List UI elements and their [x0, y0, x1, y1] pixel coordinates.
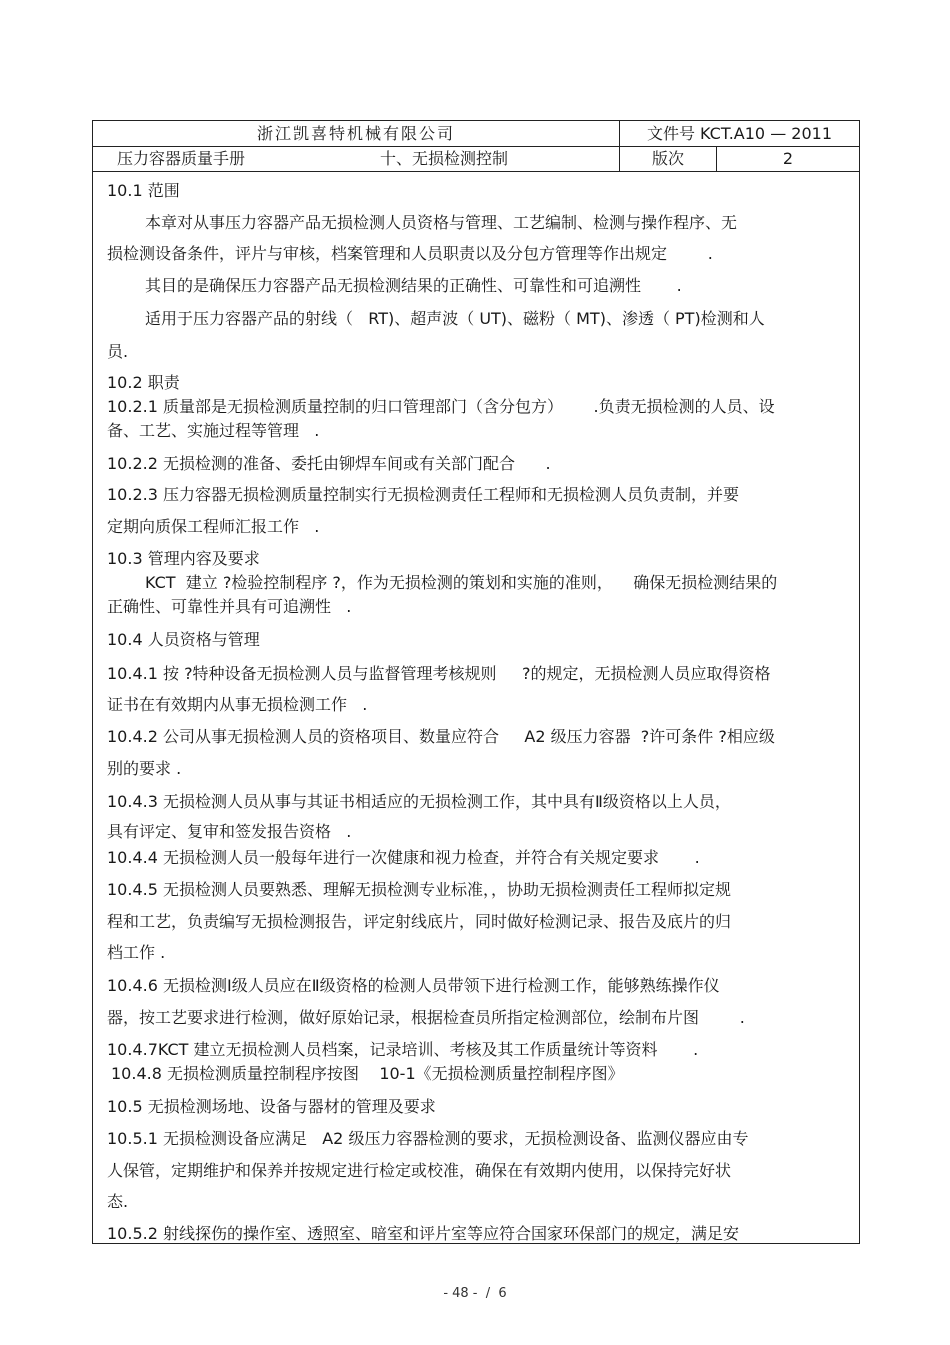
paragraph-line: 10.2.2 无损检测的准备、委托由铆焊车间或有关部门配合 .	[107, 454, 551, 473]
paragraph-line: 档工作 .	[107, 943, 166, 962]
chapter-title: 十、无损检测控制	[379, 149, 508, 168]
paragraph-line: 证书在有效期内从事无损检测工作 .	[107, 695, 368, 714]
paragraph-line: 备、工艺、实施过程等管理 .	[107, 421, 320, 440]
paragraph-line: 程和工艺，负责编写无损检测报告，评定射线底片，同时做好检测记录、报告及底片的归	[107, 912, 732, 931]
paragraph-line: KCT 建立 ?检验控制程序 ?，作为无损检测的策划和实施的准则， 确保无损检测结果的	[145, 573, 778, 592]
version-value: 2	[782, 149, 794, 168]
paragraph-line: 员.	[107, 342, 129, 361]
paragraph-line: 10.4.4 无损检测人员一般每年进行一次健康和视力检查，并符合有关规定要求 .	[107, 848, 700, 867]
document-number: 文件号 KCT.A10 — 2011	[646, 124, 833, 143]
header-row-2	[93, 146, 859, 172]
document-table	[92, 120, 860, 1244]
paragraph-line: 别的要求 .	[107, 759, 182, 778]
paragraph-line: 定期向质保工程师汇报工作 .	[107, 517, 320, 536]
paragraph-line: 10.5.1 无损检测设备应满足 A2 级压力容器检测的要求，无损检测设备、监测仪器应由专	[107, 1129, 749, 1148]
paragraph-line: 具有评定、复审和签发报告资格 .	[107, 822, 352, 841]
section-heading: 10.4 人员资格与管理	[107, 630, 260, 649]
paragraph-line: 10.4.1 按 ?特种设备无损检测人员与监督管理考核规则 ?的规定，无损检测人员应取得资格	[107, 664, 771, 683]
paragraph-line: 正确性、可靠性并具有可追溯性 .	[107, 597, 352, 616]
paragraph-line: 10.4.3 无损检测人员从事与其证书相适应的无损检测工作，其中具有Ⅱ级资格以上人员，	[107, 792, 731, 811]
paragraph-line: 态.	[107, 1192, 129, 1211]
paragraph-line: 10.4.7KCT 建立无损检测人员档案，记录培训、考核及其工作质量统计等资料 .	[107, 1040, 699, 1059]
section-heading: 10.1 范围	[107, 181, 180, 200]
paragraph-line: 损检测设备条件，评片与审核，档案管理和人员职责以及分包方管理等作出规定 .	[107, 244, 713, 263]
version-label: 版次	[651, 149, 684, 168]
paragraph-line: 10.2.3 压力容器无损检测质量控制实行无损检测责任工程师和无损检测人员负责制，并要	[107, 485, 739, 504]
paragraph-line: 10.2.1 质量部是无损检测质量控制的归口管理部门（含分包方） .负责无损检测的人员、设	[107, 397, 775, 416]
paragraph-line: 10.5.2 射线探伤的操作室、透照室、暗室和评片室等应符合国家环保部门的规定，满足安	[107, 1224, 739, 1243]
paragraph-line: 器，按工艺要求进行检测，做好原始记录，根据检查员所指定检测部位，绘制布片图 .	[107, 1008, 745, 1027]
paragraph-line: 本章对从事压力容器产品无损检测人员资格与管理、工艺编制、检测与操作程序、无	[145, 213, 738, 232]
paragraph-line: 适用于压力容器产品的射线（ RT)、超声波（ UT)、磁粉（ MT)、渗透（ PT)检测和人	[145, 309, 765, 328]
paragraph-line: 10.4.8 无损检测质量控制程序按图 10-1《无损检测质量控制程序图》	[111, 1064, 624, 1083]
company-name: 浙江凯喜特机械有限公司	[256, 124, 455, 143]
page-number: - 48 - / 6	[443, 1286, 507, 1301]
paragraph-line: 10.4.6 无损检测Ⅰ级人员应在Ⅱ级资格的检测人员带领下进行检测工作，能够熟练操作仪	[107, 976, 720, 995]
section-heading: 10.3 管理内容及要求	[107, 549, 260, 568]
section-heading: 10.2 职责	[107, 373, 180, 392]
paragraph-line: 10.4.5 无损检测人员要熟悉、理解无损检测专业标准，，协助无损检测责任工程师拟定规	[107, 880, 731, 899]
manual-title: 压力容器质量手册	[116, 149, 245, 168]
paragraph-line: 人保管，定期维护和保养并按规定进行检定或校准，确保在有效期内使用，以保持完好状	[107, 1161, 732, 1180]
paragraph-line: 10.4.2 公司从事无损检测人员的资格项目、数量应符合 A2 级压力容器 ?许可条件 ?相应级	[107, 727, 775, 746]
paragraph-line: 其目的是确保压力容器产品无损检测结果的正确性、可靠性和可追溯性 .	[145, 276, 682, 295]
section-heading: 10.5 无损检测场地、设备与器材的管理及要求	[107, 1097, 436, 1116]
header-row-1	[93, 121, 859, 147]
